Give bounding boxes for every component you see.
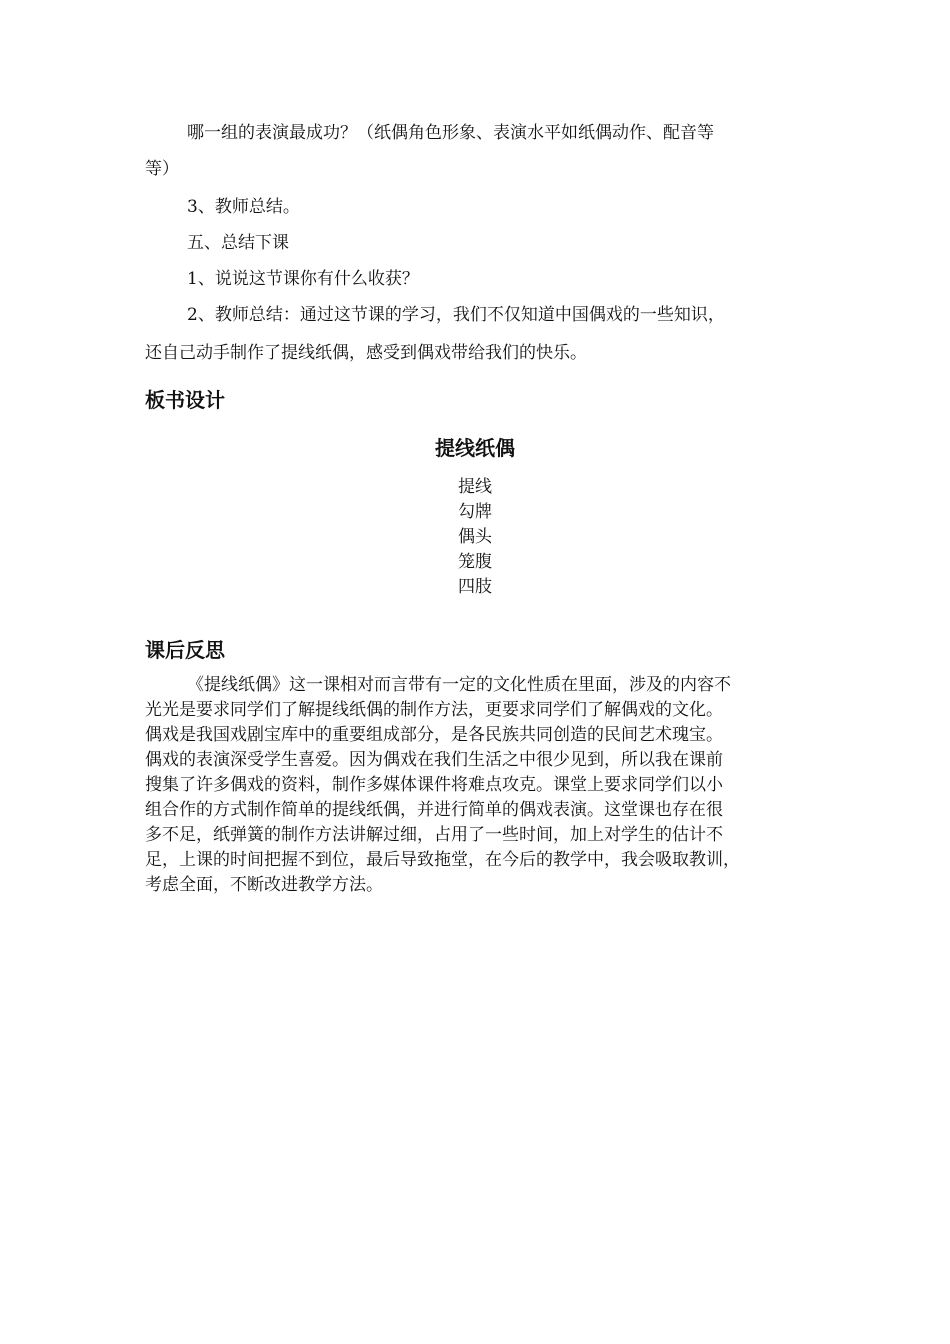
list-item-summary-line2: 还自己动手制作了提线纸偶，感受到偶戏带给我们的快乐。	[145, 343, 587, 363]
board-item: 笼腹	[458, 552, 492, 572]
section-heading-wrapup: 五、总结下课	[187, 233, 289, 253]
list-item-gains: 1、说说这节课你有什么收获？	[187, 269, 419, 289]
paragraph-evaluation-line2: 等）	[145, 159, 179, 179]
reflection-line: 考虑全面，不断改进教学方法。	[145, 875, 383, 895]
reflection-line: 《提线纸偶》这一课相对而言带有一定的文化性质在里面，涉及的内容不	[187, 675, 731, 695]
board-design-heading: 板书设计	[145, 388, 225, 412]
board-title: 提线纸偶	[435, 436, 515, 460]
reflection-line: 多不足，纸弹簧的制作方法讲解过细，占用了一些时间，加上对学生的估计不	[145, 825, 723, 845]
board-item: 勾牌	[458, 502, 492, 522]
reflection-line: 足，上课的时间把握不到位，最后导致拖堂，在今后的教学中，我会吸取教训，	[145, 850, 740, 870]
step-teacher-summary: 3、教师总结。	[187, 197, 300, 217]
board-item: 提线	[458, 477, 492, 497]
reflection-line: 偶戏是我国戏剧宝库中的重要组成部分，是各民族共同创造的民间艺术瑰宝。	[145, 725, 723, 745]
reflection-heading: 课后反思	[145, 638, 225, 662]
paragraph-evaluation-line1: 哪一组的表演最成功？（纸偶角色形象、表演水平如纸偶动作、配音等	[187, 123, 714, 143]
board-item: 偶头	[458, 527, 492, 547]
reflection-line: 光光是要求同学们了解提线纸偶的制作方法，更要求同学们了解偶戏的文化。	[145, 700, 723, 720]
reflection-line: 组合作的方式制作简单的提线纸偶，并进行简单的偶戏表演。这堂课也存在很	[145, 800, 723, 820]
reflection-line: 搜集了许多偶戏的资料，制作多媒体课件将难点攻克。课堂上要求同学们以小	[145, 775, 723, 795]
reflection-line: 偶戏的表演深受学生喜爱。因为偶戏在我们生活之中很少见到，所以我在课前	[145, 750, 723, 770]
board-item: 四肢	[458, 577, 492, 597]
list-item-summary-line1: 2、教师总结：通过这节课的学习，我们不仅知道中国偶戏的一些知识，	[187, 305, 725, 325]
